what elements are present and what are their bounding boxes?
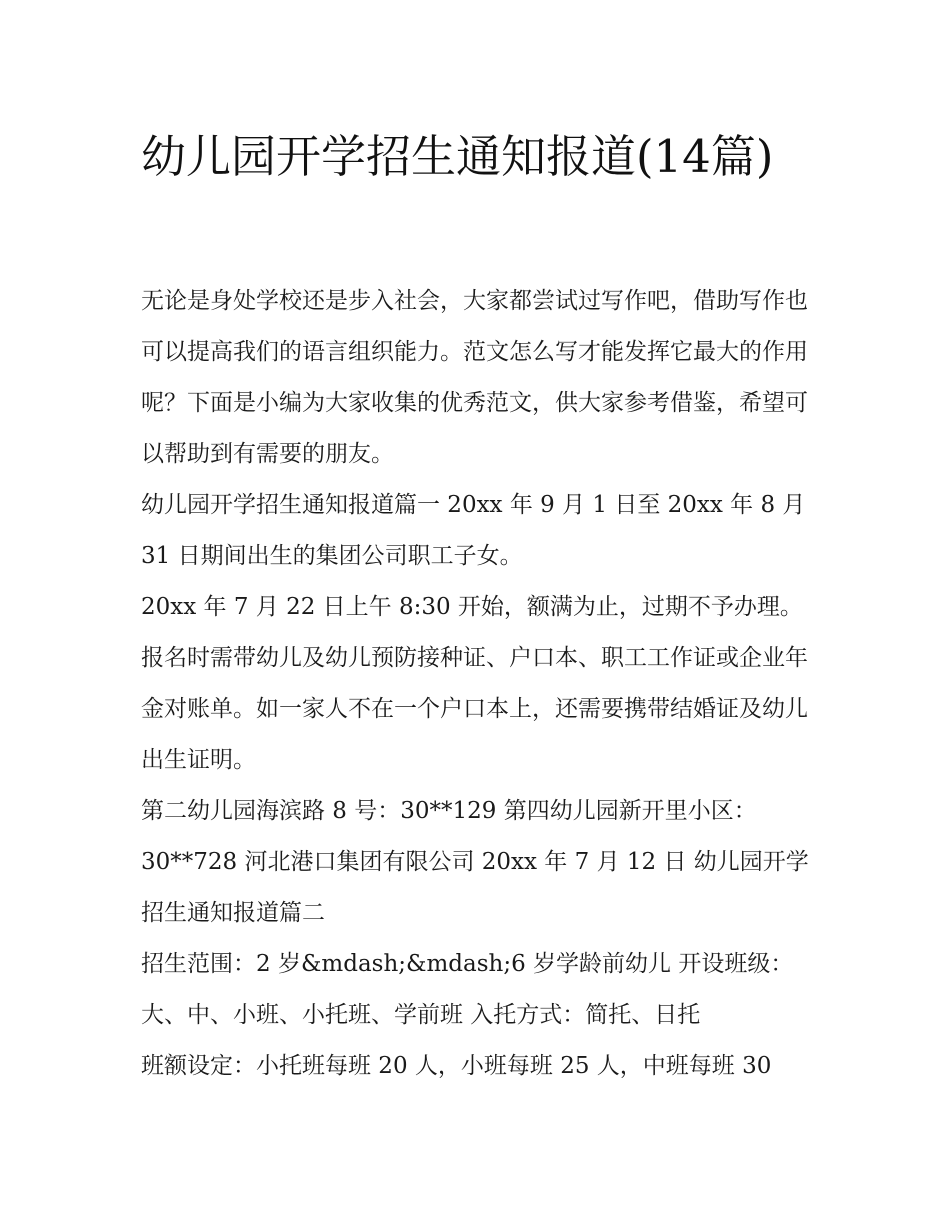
paragraph-intro: 无论是身处学校还是步入社会，大家都尝试过写作吧，借助写作也可以提高我们的语言组织能力。范文怎么写才能发挥它最大的作用呢？下面是小编为大家收集的优秀范文，供大家参考借鉴，希望可以帮助到有需要的朋友。 bbox=[141, 288, 808, 467]
paragraph-article-one: 幼儿园开学招生通知报道篇一 20xx 年 9 月 1 日至 20xx 年 8 月 31 日期间出生的集团公司职工子女。 bbox=[141, 492, 806, 569]
paragraph-registration: 20xx 年 7 月 22 日上午 8:30 开始，额满为止，过期不予办理。报名时需带幼儿及幼儿预防接种证、户口本、职工工作证或企业年金对账单。如一家人不在一个户口本上，还需要携带结婚证及幼儿出生证明。 bbox=[141, 594, 808, 773]
paragraph-contacts: 第二幼儿园海滨路 8 号：30**129 第四幼儿园新开里小区：30**728 河北港口集团有限公司 20xx 年 7 月 12 日 幼儿园开学招生通知报道篇二 bbox=[141, 798, 809, 926]
paragraph-enrollment-scope: 招生范围：2 岁&mdash;&mdash;6 岁学龄前幼儿 开设班级：大、中、小班、小托班、学前班 入托方式：简托、日托 bbox=[141, 951, 794, 1028]
paragraph-class-size: 班额设定：小托班每班 20 人，小班每班 25 人，中班每班 30 bbox=[141, 1053, 772, 1079]
document-body bbox=[141, 276, 821, 1092]
document-title: 幼儿园开学招生通知报道(14篇) bbox=[141, 130, 774, 183]
